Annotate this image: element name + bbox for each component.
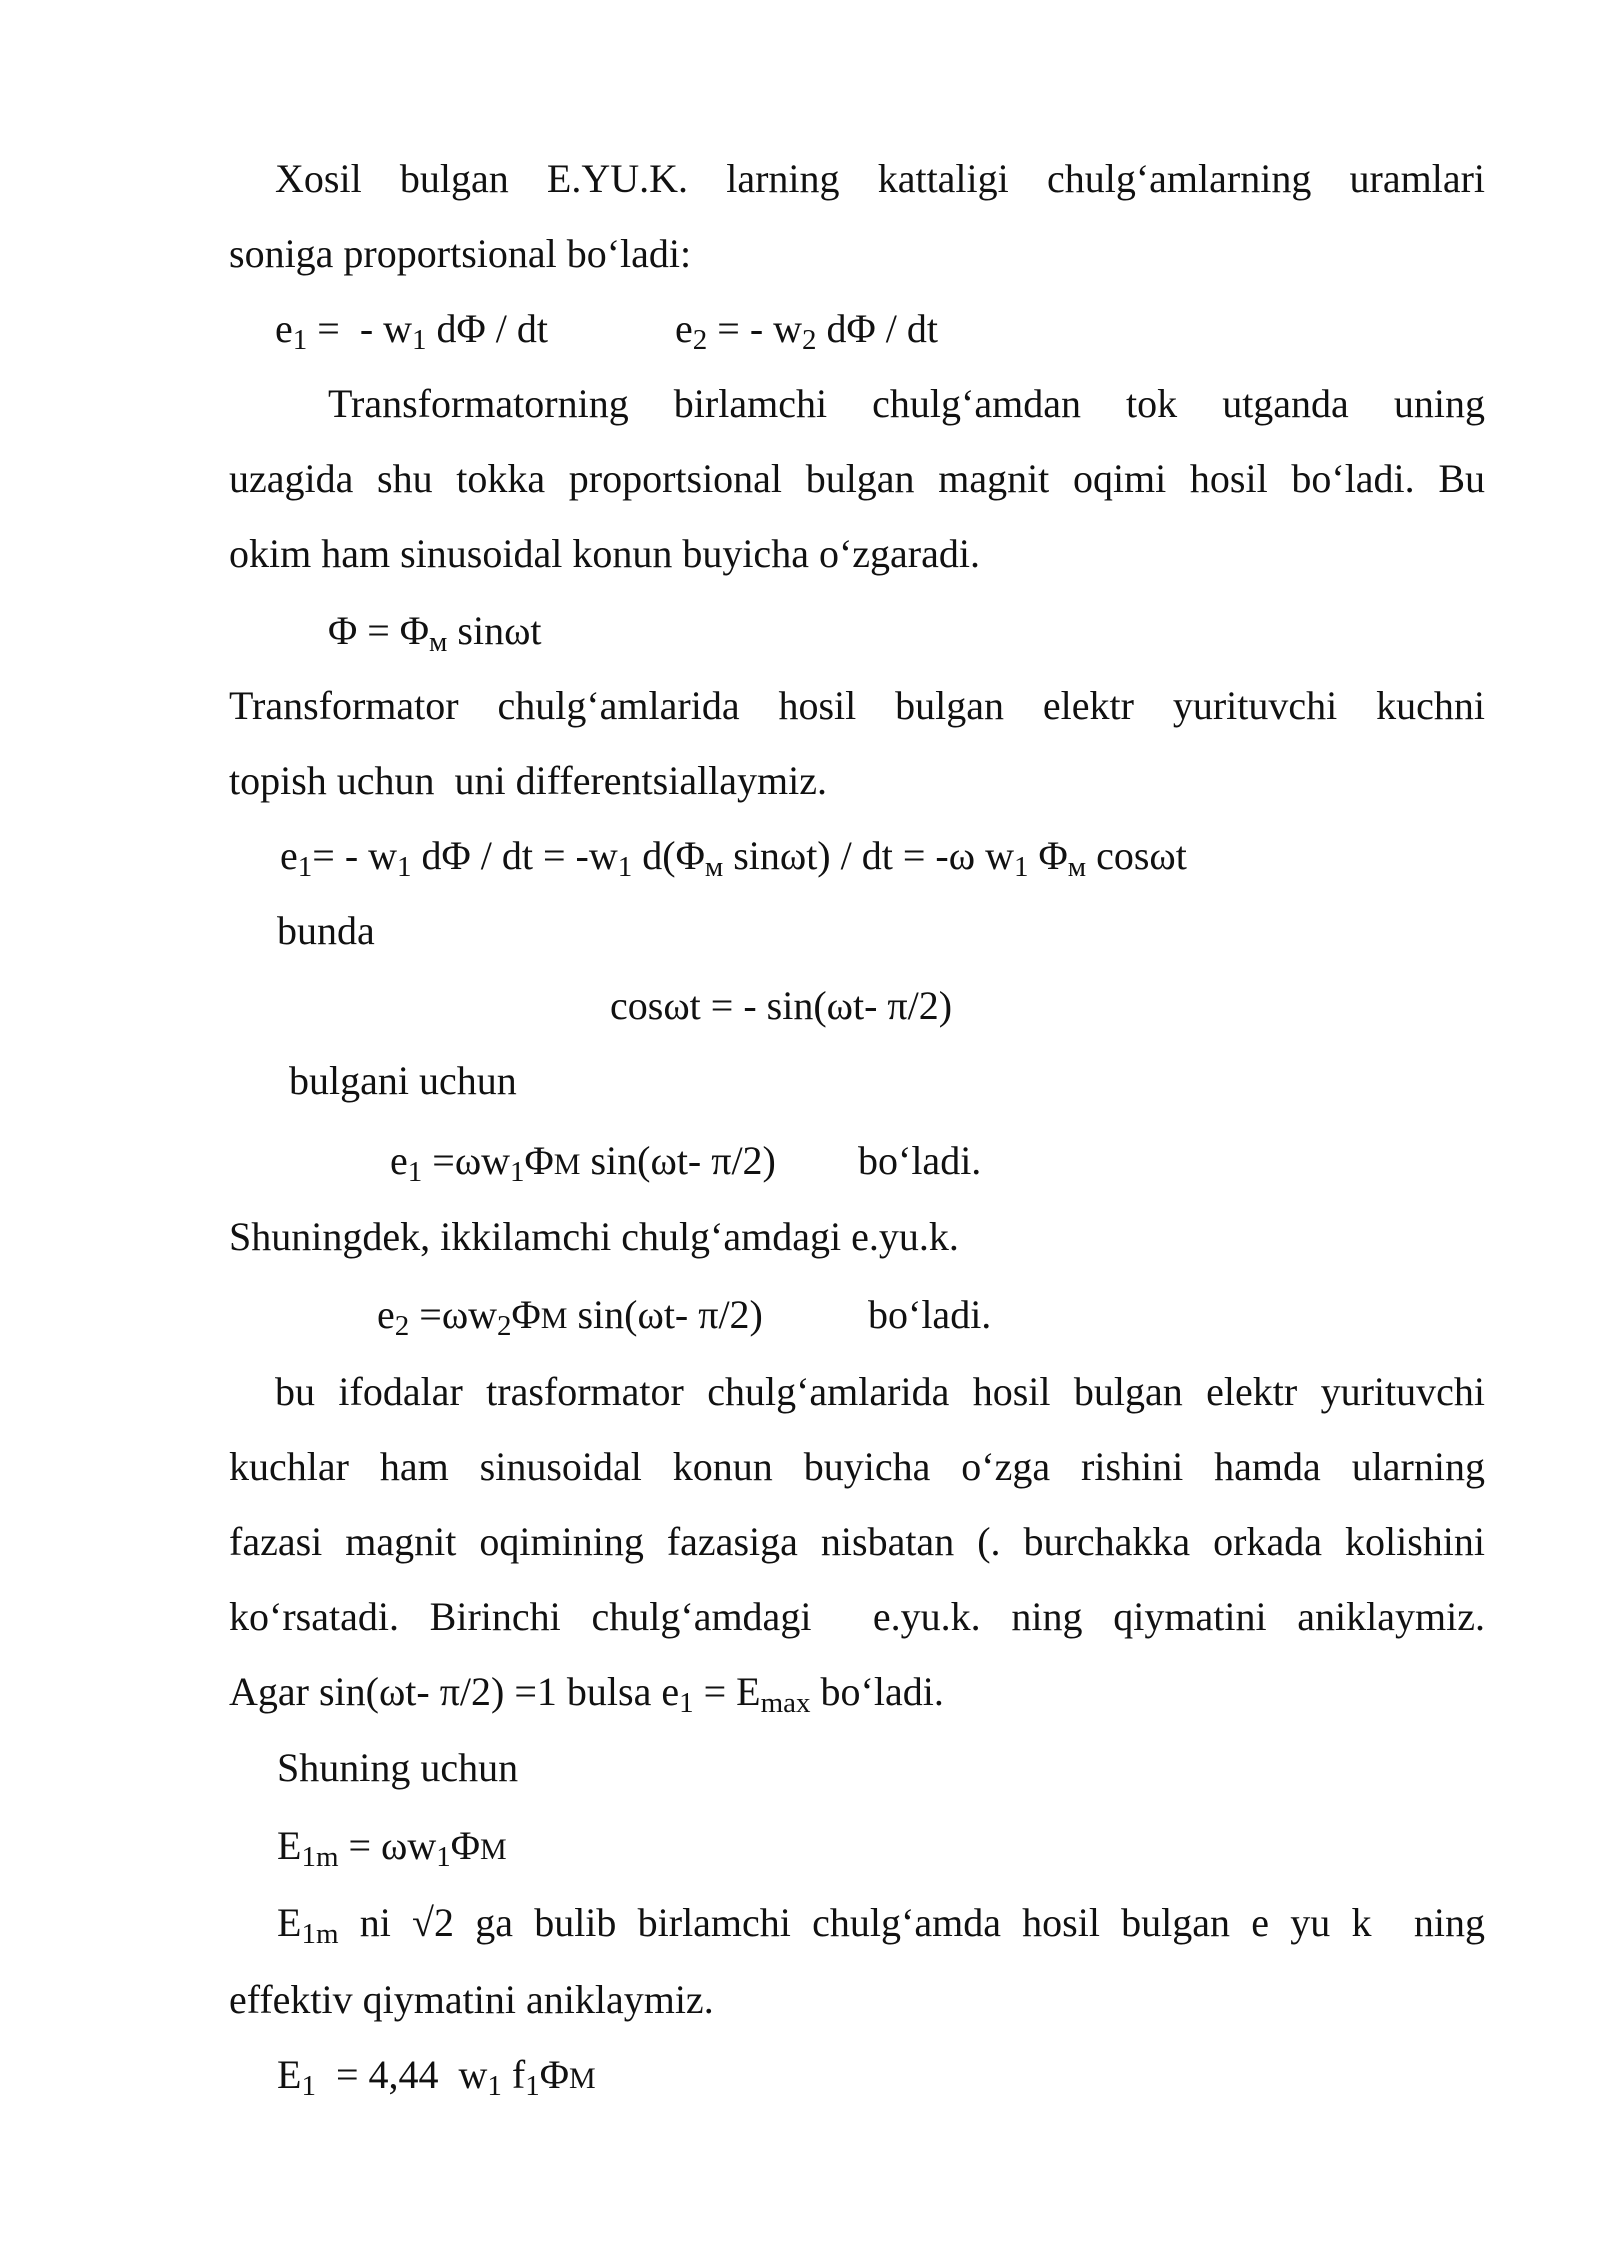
formula-e2-sin: $e_2 =\omega w_2\Phi M$ sin(ωt- π/2): [377, 1292, 763, 1342]
text-boladi: bo‘ladi.: [858, 1138, 982, 1183]
formula-e1: $e_1$ = - $w_1$ dΦ / dt: [275, 306, 548, 356]
formula-flux: $\Phi = \Phi_м$ sinωt: [328, 608, 542, 658]
formula-derivative: $e_1= - w_1$ dΦ / dt = $-w_1$ $d(\Phi_м$ sinωt) / dt = -ω $w_1$ $\Phi_м$ cosωt: [280, 833, 1187, 883]
formula-e1m: $E_{1m} = \omega w_1\Phi M$: [277, 1823, 507, 1873]
paragraph-line: kuchlar ham sinusoidal konun buyicha o‘zga rishini hamda ularning: [229, 1444, 1485, 1489]
paragraph-line: fazasi magnit oqimining fazasiga nisbatan (. burchakka orkada kolishini: [229, 1519, 1485, 1564]
text-boladi: bo‘ladi.: [868, 1292, 992, 1337]
text-shuning-uchun: Shuning uchun: [277, 1745, 519, 1790]
paragraph-line: Agar sin(ωt- π/2) =1 bulsa $e_1 = E_{max}$ bo‘ladi.: [229, 1669, 944, 1719]
paragraph-line: Transformatorning birlamchi chulg‘amdan tok utganda uning: [328, 381, 1485, 426]
text-bunda: bunda: [277, 908, 375, 953]
paragraph-line: effektiv qiymatini aniklaymiz.: [229, 1977, 714, 2022]
formula-e1-sin: $e_1 =\omega w_1\Phi M$ sin(ωt- π/2): [390, 1138, 776, 1188]
paragraph-line: okim ham sinusoidal konun buyicha o‘zgaradi.: [229, 531, 980, 576]
text-bulgani-uchun: bulgani uchun: [289, 1058, 517, 1103]
paragraph-line: Xosil bulgan E.YU.K. larning kattaligi chulg‘amlarning uramlari: [275, 156, 1485, 201]
formula-e1-effective: $E_1 = 4,44$ $w_1$ $f_1\Phi M$: [277, 2052, 596, 2102]
paragraph-line: uzagida shu tokka proportsional bulgan magnit oqimi hosil bo‘ladi. Bu: [229, 456, 1485, 501]
formula-cos: cosωt = - sin(ωt- π/2): [610, 983, 953, 1028]
paragraph-line: Transformator chulg‘amlarida hosil bulgan elektr yurituvchi kuchni: [229, 683, 1485, 728]
paragraph-line: topish uchun uni differentsiallaymiz.: [229, 758, 828, 803]
paragraph-line: Shuningdek, ikkilamchi chulg‘amdagi e.yu.k.: [229, 1214, 959, 1259]
paragraph-line: bu ifodalar trasformator chulg‘amlarida hosil bulgan elektr yurituvchi: [275, 1369, 1485, 1414]
paragraph-line: $E_{1m}$ ni √2 ga bulib birlamchi chulg‘amda hosil bulgan e yu k ning: [277, 1900, 1485, 1950]
formula-e2: $e_2$ = - $w_2$ dΦ / dt: [675, 306, 938, 356]
paragraph-line: soniga proportsional bo‘ladi:: [229, 231, 692, 276]
paragraph-line: ko‘rsatadi. Birinchi chulg‘amdagi e.yu.k. ning qiymatini aniklaymiz.: [229, 1594, 1485, 1639]
